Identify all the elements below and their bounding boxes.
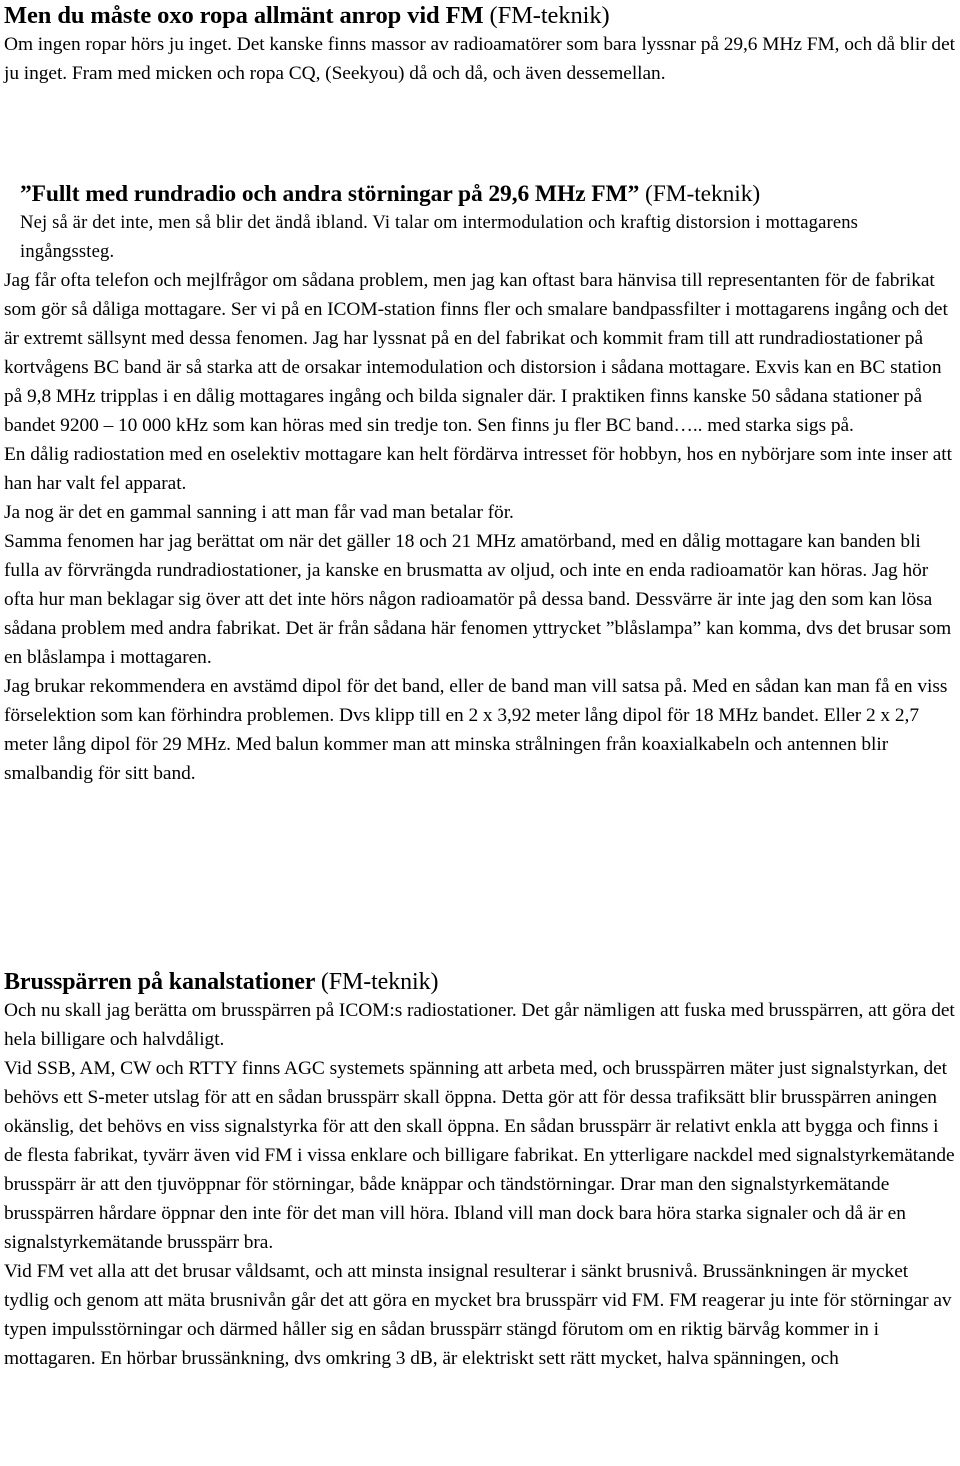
section-rundradio-storningar (4, 178, 956, 788)
heading-tag: (FM-teknik) (645, 181, 761, 207)
paragraph: Och nu skall jag berätta om brusspärren på ICOM:s radiostationer. Det går nämligen att fuska med brusspärren, att göra det hela billigare och halvdåligt. (4, 1000, 955, 1050)
section-heading (4, 0, 956, 30)
heading-tag: (FM-teknik) (320, 969, 439, 995)
paragraph: Samma fenomen har jag berättat om när det gäller 18 och 21 MHz amatörband, med en dålig mottagare kan banden bli fulla av förvrängda rundradiostationer, ja kanske en brusmatta av oljud, och inte en enda radioamatör kan höras. Jag hör ofta hur man beklagar sig över att det inte hörs någon radioamatör på dessa band. Dessvärre är inte jag den som kan lösa sådana problem med andra fabrikat. Det är från sådana här fenomen yttrycket ”blåslampa” kan komma, dvs det brusar som en blåslampa i mottagaren. (4, 531, 952, 668)
section-heading (20, 178, 956, 208)
paragraph: Vid SSB, AM, CW och RTTY finns AGC systemets spänning att arbeta med, och brusspärren mäter just signalstyrkan, det behövs ett S-meter utslag för att en sådan brusspärr skall öppna. Detta gör att för dessa trafiksätt blir brusspärren aningen okänslig, det behövs en viss signalstyrka för att den skall öppna. En sådan brusspärr är relativt enkla att bygga och finns i de flesta fabrikat, tyvärr även vid FM i vissa enklare och billigare fabrikat. En ytterligare nackdel med signalstyrkemätande brusspärr är att den tjuvöppnar för störningar, både knäppar och tändstörningar. Drar man den signalstyrkemätande brusspärren hårdare öppnar den inte för det man vill höra. Ibland vill man dock bara höra starka signaler och då är en signalstyrkemätande brusspärr bra. (4, 1058, 955, 1253)
heading-title: Men du måste oxo ropa allmänt anrop vid FM (4, 2, 484, 29)
lead-paragraph: Nej så är det inte, men så blir det ändå ibland. Vi talar om intermodulation och kraftig distorsion i mottagarens ingångssteg. (20, 212, 859, 262)
paragraph: En dålig radiostation med en oselektiv mottagare kan helt fördärva intresset för hobbyn, hos en nybörjare som inte inser att han har valt fel apparat. (4, 444, 952, 494)
heading-title: ”Fullt med rundradio och andra störningar på 29,6 MHz FM” (20, 181, 640, 207)
section-brussparren (4, 966, 956, 1373)
paragraph: Om ingen ropar hörs ju inget. Det kanske finns massor av radioamatörer som bara lyssnar på 29,6 MHz FM, och då blir det ju inget. Fram med micken och ropa CQ, (Seekyou) då och då, och även dessemellan. (4, 34, 955, 84)
paragraph: Ja nog är det en gammal sanning i att man får vad man betalar för. (4, 502, 514, 523)
section-allmant-anrop (4, 0, 956, 88)
paragraph: Jag får ofta telefon och mejlfrågor om sådana problem, men jag kan oftast bara hänvisa till representanten för de fabrikat som gör så dåliga mottagare. Ser vi på en ICOM-station finns fler och smalare bandpassfilter i mottagarens ingång och det är extremt sällsynt med dessa fenomen. Jag har lyssnat på en del fabrikat och kommit fram till att rundradiostationer på kortvågens BC band är så starka att de orsakar intemodulation och distorsion i sådana mottagare. Exvis kan en BC station på 9,8 MHz tripplas i en dålig mottagares ingång och bilda signaler där. I praktiken finns kanske 50 sådana stationer på bandet 9200 – 10 000 kHz som kan höras med sin tredje ton. Sen finns ju fler BC band….. med starka sigs på. (4, 270, 948, 436)
paragraph: Vid FM vet alla att det brusar våldsamt, och att minsta insignal resulterar i sänkt brusnivå. Brussänkningen är mycket tydlig och genom att mäta brusnivån går det att göra en mycket bra brusspärr vid FM. FM reagerar ju inte för störningar av typen impulsstörningar och därmed håller sig en sådan brusspärr stängd förutom om en riktig bärvåg kommer in i mottagaren. En hörbar brussänkning, dvs omkring 3 dB, är elektriskt sett rätt mycket, halva spänningen, och (4, 1261, 952, 1369)
paragraph: Jag brukar rekommendera en avstämd dipol för det band, eller de band man vill satsa på. Med en sådan kan man få en viss förselektion som kan förhindra problemen. Dvs klipp till en 2 x 3,92 meter lång dipol för 18 MHz bandet. Eller 2 x 2,7 meter lång dipol för 29 MHz. Med balun kommer man att minska strålningen från koaxialkabeln och antennen blir smalbandig för sitt band. (4, 676, 948, 784)
section-heading (4, 966, 956, 996)
heading-tag: (FM-teknik) (489, 2, 610, 29)
heading-title: Brusspärren på kanalstationer (4, 969, 315, 995)
